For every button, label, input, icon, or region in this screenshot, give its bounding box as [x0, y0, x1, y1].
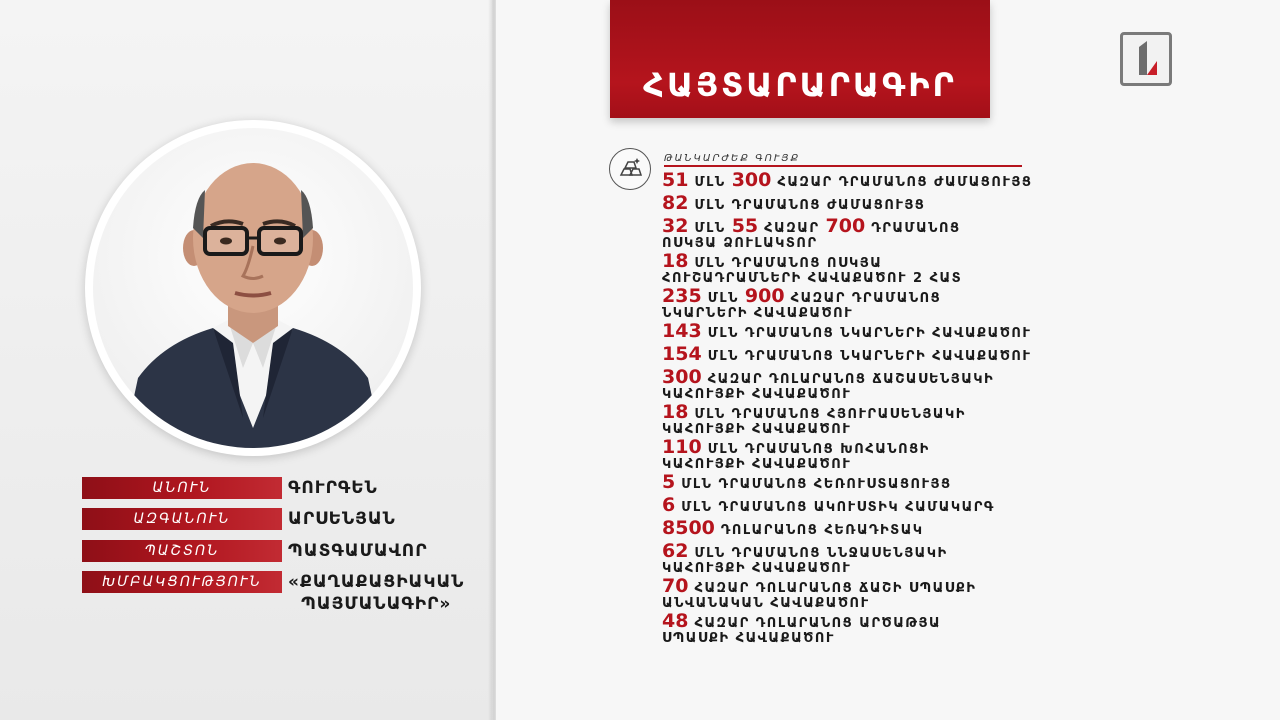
item-number: 18 [662, 250, 689, 272]
page-title: ՀԱՅՏԱՐԱՐԱԳԻՐ [643, 66, 957, 104]
item-number: 51 [662, 169, 689, 191]
item-text: ԴՐԱՄԱՆՈՑ [865, 221, 961, 236]
item-text-line2: ՈՍԿՅԱ ՁՈՒԼԱԿՏՈՐ [662, 236, 818, 251]
item-text: ՀԱԶԱՐ ԴՈԼԱՐԱՆՈՑ ԱՐԾԱԹՅԱ [688, 616, 942, 631]
item-number: 48 [662, 610, 689, 632]
item-number: 154 [662, 343, 702, 365]
item-text: ՀԱԶԱՐ ԴՐԱՄԱՆՈՑ [784, 291, 942, 306]
item-text: ՀԱԶԱՐ ԴՈԼԱՐԱՆՈՑ ՃԱՇԻ ՍՊԱՍՔԻ [688, 581, 977, 596]
item-text-line2: ՆԿԱՐՆԵՐԻ ՀԱՎԱՔԱԾՈՒ [662, 306, 854, 321]
faction-value-line2: ՊԱՅՄԱՆԱԳԻՐ» [301, 594, 452, 614]
item-text: ՄԼՆ [688, 221, 732, 236]
item-number: 62 [662, 540, 689, 562]
item-text-line2: ՍՊԱՍՔԻ ՀԱՎԱՔԱԾՈՒ [662, 631, 835, 646]
position-value: ՊԱՏԳԱՄԱՎՈՐ [288, 541, 428, 561]
faction-label: ԽՄԲԱԿՑՈՒԹՅՈՒՆ [82, 571, 282, 593]
item-number: 18 [662, 401, 689, 423]
list-item [662, 576, 1042, 611]
item-number: 143 [662, 320, 702, 342]
item-number: 6 [662, 494, 676, 516]
item-text: ՄԼՆ ԴՐԱՄԱՆՈՑ ԺԱՄԱՑՈՒՅՑ [688, 198, 926, 213]
item-number: 235 [662, 285, 702, 307]
item-text: ԴՈԼԱՐԱՆՈՑ ՀԵՌԱԴԻՏԱԿ [714, 523, 924, 538]
list-item [662, 472, 1042, 495]
item-text: ՄԼՆ ԴՐԱՄԱՆՈՑ ՆԿԱՐՆԵՐԻ ՀԱՎԱՔԱԾՈՒ [701, 349, 1032, 364]
item-text: ՄԼՆ ԴՐԱՄԱՆՈՑ ԱԿՈՒՍՏԻԿ ՀԱՄԱԿԱՐԳ [675, 500, 995, 515]
position-label: ՊԱՇՏՈՆ [82, 540, 282, 562]
item-text: ՄԼՆ [701, 291, 745, 306]
item-text-line2: ԱՆՎԱՆԱԿԱՆ ՀԱՎԱՔԱԾՈՒ [662, 596, 870, 611]
list-item [662, 541, 1042, 576]
surname-label: ԱԶԳԱՆՈՒՆ [82, 508, 282, 530]
list-item [662, 344, 1042, 367]
item-number: 900 [744, 285, 785, 307]
channel-one-icon [1133, 41, 1157, 75]
list-item [662, 437, 1042, 472]
item-text-line2: ԿԱՀՈՒՅՔԻ ՀԱՎԱՔԱԾՈՒ [662, 387, 852, 402]
list-item [662, 170, 1042, 193]
item-text: ՄԼՆ ԴՐԱՄԱՆՈՑ ՀԵՌՈՒՍՏԱՑՈՒՅՑ [675, 477, 952, 492]
item-text: ՄԼՆ ԴՐԱՄԱՆՈՑ ՈՍԿՅԱ [688, 256, 883, 271]
list-item [662, 611, 1042, 646]
list-item [662, 321, 1042, 344]
gold-bars-icon [609, 148, 651, 190]
item-text: ՀԱԶԱՐ ԴՐԱՄԱՆՈՑ ԺԱՄԱՑՈՒՅՑ [771, 175, 1033, 190]
item-text: ՄԼՆ ԴՐԱՄԱՆՈՑ ՀՅՈՒՐԱՍԵՆՅԱԿԻ [688, 407, 966, 422]
faction-value-line1: «ՔԱՂԱՔԱՑԻԱԿԱՆ [288, 572, 465, 592]
list-item [662, 518, 1042, 541]
item-text-line2: ՀՈՒՇԱԴՐԱՄՆԵՐԻ ՀԱՎԱՔԱԾՈՒ 2 ՀԱՏ [662, 271, 963, 286]
item-text-line2: ԿԱՀՈՒՅՔԻ ՀԱՎԱՔԱԾՈՒ [662, 457, 852, 472]
item-text: ՄԼՆ ԴՐԱՄԱՆՈՑ ԽՈՀԱՆՈՑԻ [701, 442, 930, 457]
valuables-heading: ԹԱՆԿԱՐԺԵՔ ԳՈՒՅՔ [664, 153, 1022, 167]
item-text: ՀԱԶԱՐ ԴՈԼԱՐԱՆՈՑ ՃԱՇԱՍԵՆՅԱԿԻ [701, 372, 995, 387]
title-banner [610, 0, 990, 118]
item-number: 82 [662, 192, 689, 214]
item-number: 5 [662, 471, 676, 493]
item-number: 300 [731, 169, 772, 191]
list-item [662, 495, 1042, 518]
item-text: ՄԼՆ ԴՐԱՄԱՆՈՑ ՆԿԱՐՆԵՐԻ ՀԱՎԱՔԱԾՈՒ [701, 326, 1032, 341]
item-number: 55 [731, 215, 759, 237]
item-number: 110 [662, 436, 702, 458]
item-text: ՄԼՆ [688, 175, 732, 190]
list-item [662, 193, 1042, 216]
item-text-line2: ԿԱՀՈՒՅՔԻ ՀԱՎԱՔԱԾՈՒ [662, 422, 852, 437]
valuables-list [662, 170, 1042, 646]
channel-logo [1120, 32, 1172, 86]
list-item [662, 286, 1042, 321]
item-text-line2: ԿԱՀՈՒՅՔԻ ՀԱՎԱՔԱԾՈՒ [662, 561, 852, 576]
list-item [662, 367, 1042, 402]
surname-value: ԱՐՍԵՆՅԱՆ [288, 509, 396, 529]
list-item [662, 216, 1042, 251]
item-number: 300 [662, 366, 702, 388]
item-number: 700 [825, 215, 866, 237]
item-number: 32 [662, 215, 689, 237]
item-number: 8500 [662, 517, 715, 539]
name-value: ԳՈՒՐԳԵՆ [288, 478, 378, 498]
item-text: ՄԼՆ ԴՐԱՄԱՆՈՑ ՆՆՋԱՍԵՆՅԱԿԻ [688, 546, 948, 561]
name-label: ԱՆՈՒՆ [82, 477, 282, 499]
person-photo [93, 128, 413, 448]
list-item [662, 251, 1042, 286]
portrait-frame [85, 120, 421, 456]
faction-value [288, 571, 464, 615]
item-text: ՀԱԶԱՐ [758, 221, 826, 236]
list-item [662, 402, 1042, 437]
item-number: 70 [662, 575, 689, 597]
